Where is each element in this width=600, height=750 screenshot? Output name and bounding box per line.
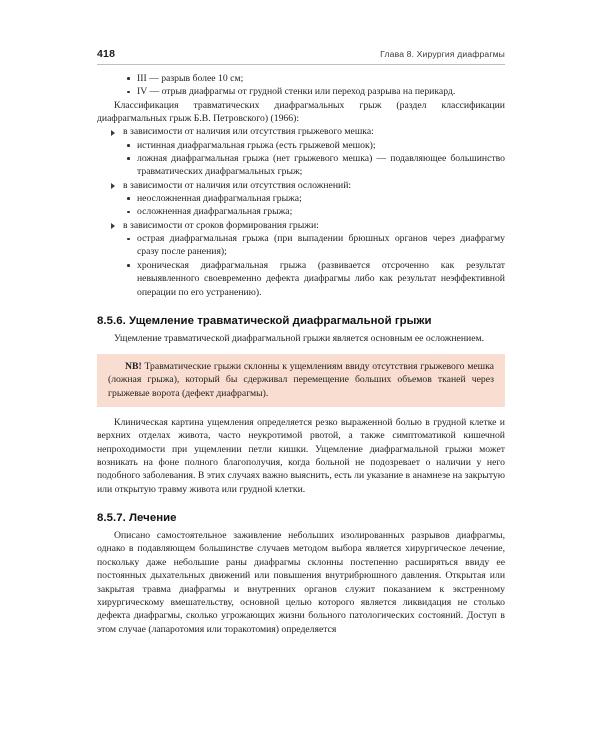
list-item xyxy=(123,72,505,85)
bullet-dot-icon xyxy=(127,264,130,267)
bullet-triangle-icon xyxy=(111,183,115,189)
classification-group-2 xyxy=(97,179,505,192)
list-item-text: осложненная диафрагмальная грыжа; xyxy=(137,206,293,218)
section-856-paragraph: Клиническая картина ущемления определяется резко выраженной болью в грудной клетке и верхних отделах живота, часто неукротимой рвотой, а также симптоматикой кишечной непроходимости при ущемлении петли кишки. Ущемление диафрагмальной грыжи может возникать на фоне полного благополучия, когда больной не подозревает о наличии у него подобного заболевания. В этих случаях важно выяснить, есть ли указание в анамнезе на закрытую или открытую травму живота или грудной клетки. xyxy=(97,417,505,495)
spacer xyxy=(97,407,505,416)
bullet-dot-icon xyxy=(127,157,130,160)
list-item xyxy=(123,259,505,299)
classification-group-1 xyxy=(97,125,505,138)
list-item-text: ложная диафрагмальная грыжа (нет грыжевого мешка) — подавляющее большинство травматических диафрагмальных грыж; xyxy=(137,153,505,178)
nb-callout-box xyxy=(97,354,505,407)
section-857-paragraph: Описано самостоятельное заживление небольших изолированных разрывов диафрагмы, однако в подавляющем большинстве случаев методом выбора является хирургическое лечение, поскольку даже небольшие раны диафрагмы склонны постепенно расширяться ввиду ее постоянных дыхательных движений или повышения внутрибрюшного давления. Открытая или закрытая травма диафрагмы и внутренних органов служит показанием к экстренному хирургическому вмешательству, основной целью которого является ликвидация не столько дефекта диафрагмы, сколько угрожающих жизни больного патологических состояний. Доступ в этом случае (лапаротомия или торакотомия) определяется xyxy=(97,530,505,635)
classification-group-2-items xyxy=(97,192,505,219)
spacer xyxy=(97,299,505,314)
list-item xyxy=(97,125,505,138)
list-item xyxy=(123,152,505,179)
list-item xyxy=(97,179,505,192)
chapter-title: Глава 8. Хирургия диафрагмы xyxy=(380,49,505,59)
classification-group-3 xyxy=(97,219,505,232)
bullet-triangle-icon xyxy=(111,223,115,229)
bullet-dot-icon xyxy=(127,91,130,94)
classification-group-1-items xyxy=(97,139,505,179)
list-item-text: в зависимости от наличия или отсутствия осложнений: xyxy=(123,179,352,191)
section-heading-8-5-7: 8.5.7. Лечение xyxy=(97,512,177,525)
list-item-text: III — разрыв более 10 см; xyxy=(137,73,244,84)
list-item-text: в зависимости от наличия или отсутствия грыжевого мешка: xyxy=(123,126,374,138)
bullet-dot-icon xyxy=(127,238,130,241)
classification-group-3-items xyxy=(97,232,505,299)
bullet-dot-icon xyxy=(127,197,130,200)
list-item xyxy=(123,192,505,205)
bullet-triangle-icon xyxy=(111,130,115,136)
section-856-intro-paragraph: Ущемление травматической диафрагмальной грыжи является основным ее осложнением. xyxy=(114,332,485,344)
list-item xyxy=(123,232,505,259)
page-content xyxy=(97,72,505,636)
list-item-text: истинная диафрагмальная грыжа (есть грыжевой мешок); xyxy=(137,139,376,151)
spacer xyxy=(97,345,505,354)
classification-intro-paragraph: Классификация травматических диафрагмальных грыж (раздел классификации диафрагмальных грыж Б.В. Петровского) (1966): xyxy=(97,99,505,125)
list-item-text: острая диафрагмальная грыжа (при выпадении брюшных органов через диафрагму сразу после ранения); xyxy=(137,233,505,258)
bullet-dot-icon xyxy=(127,211,130,214)
nb-body: Травматические грыжи склонны к ущемлениям ввиду отсутствия грыжевого мешка (ложная грыжа), который бы сдерживал перемещение больших объемов тканей через грыжевые ворота (дефект диафрагмы). xyxy=(108,361,494,399)
bullet-dot-icon xyxy=(127,144,130,147)
page-number: 418 xyxy=(97,48,116,60)
running-head xyxy=(97,48,505,60)
nb-label: NB! xyxy=(125,361,142,373)
bullet-dot-icon xyxy=(127,77,130,80)
list-item xyxy=(123,139,505,152)
list-item-text: хроническая диафрагмальная грыжа (развивается отсроченно как результат невыявленного своевременно дефекта диафрагмы либо как результат неэффективной операции по его устранению). xyxy=(137,259,505,298)
list-item xyxy=(97,219,505,232)
spacer xyxy=(97,496,505,511)
list-item-text: IV — отрыв диафрагмы от грудной стенки или переход разрыва на перикард. xyxy=(137,86,456,98)
list-item xyxy=(123,205,505,218)
nb-callout-text xyxy=(108,360,494,400)
list-item xyxy=(123,85,505,98)
header-divider xyxy=(97,64,505,65)
list-item-text: в зависимости от сроков формирования грыжи: xyxy=(123,219,319,231)
list-item-text: неосложненная диафрагмальная грыжа; xyxy=(137,193,302,205)
section-heading-8-5-6: 8.5.6. Ущемление травматической диафрагмальной грыжи xyxy=(97,314,432,327)
roman-grade-list xyxy=(97,72,505,99)
